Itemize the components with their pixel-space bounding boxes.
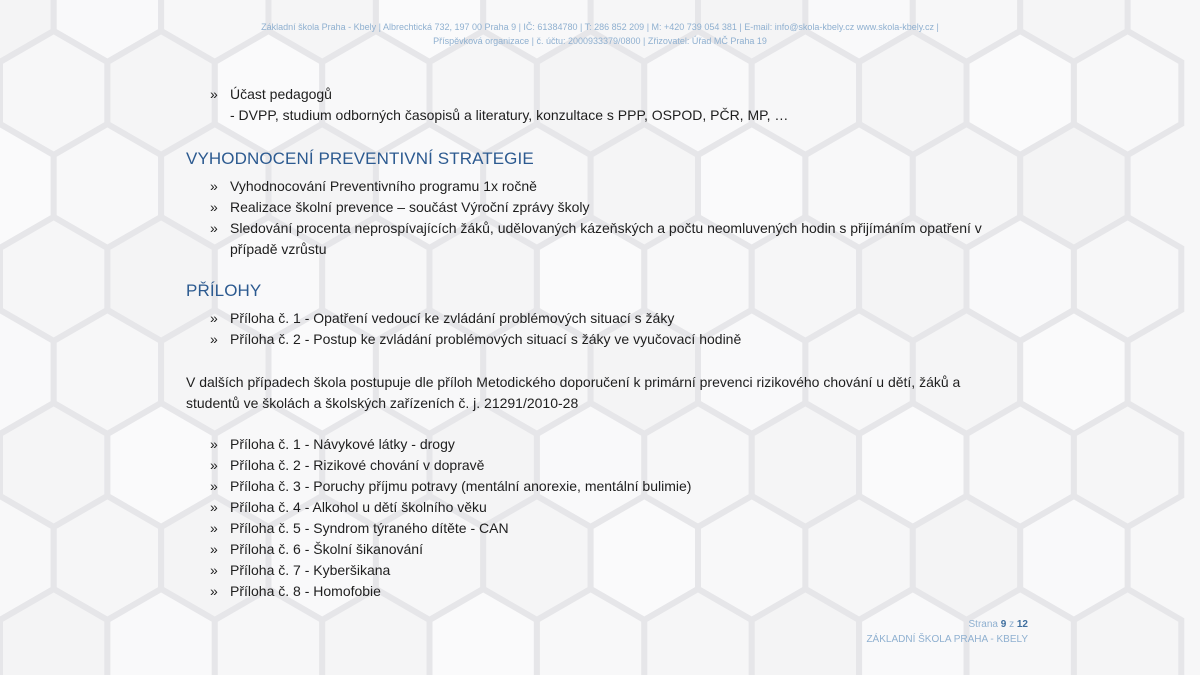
list-item-text: Příloha č. 1 - Návykové látky - drogy <box>230 436 455 452</box>
page-total: 12 <box>1016 619 1028 630</box>
list-item-text: Příloha č. 4 - Alkohol u dětí školního věku <box>230 499 487 515</box>
bullet-chevron-icon: » <box>210 583 218 599</box>
page-footer <box>866 617 1028 647</box>
letterhead-line-2: Příspěvková organizace | č. účtu: 2000933379/0800 | Zřizovatel: Úřad MČ Praha 19 <box>433 36 767 46</box>
bullet-chevron-icon: » <box>210 178 218 194</box>
list-item <box>186 176 1016 197</box>
list-item-text: Příloha č. 7 - Kyberšikana <box>230 562 391 578</box>
methodology-attachments-list <box>186 434 1016 602</box>
bullet-chevron-icon: » <box>210 541 218 557</box>
list-item <box>186 308 1016 329</box>
list-item-text: Příloha č. 1 - Opatření vedoucí ke zvládání problémových situací s žáky <box>230 310 675 326</box>
list-item-text: Příloha č. 3 - Poruchy příjmu potravy (mentální anorexie, mentální bulimie) <box>230 478 692 494</box>
list-item-text: Realizace školní prevence – součást Výroční zprávy školy <box>230 199 590 215</box>
bullet-chevron-icon: » <box>210 478 218 494</box>
list-item <box>186 476 1016 497</box>
section-heading-attachments: PŘÍLOHY <box>186 281 262 300</box>
list-item <box>186 329 1016 350</box>
list-item <box>186 581 1016 602</box>
list-item <box>186 218 1016 260</box>
page-of: z <box>1009 619 1015 630</box>
page-current: 9 <box>1000 619 1007 630</box>
bullet-chevron-icon: » <box>210 499 218 515</box>
list-item-text: Sledování procenta neprospívajících žáků, udělovaných kázeňských a počtu neomluvených hodin s přijímáním opatření v případě vzrůstu <box>230 220 982 257</box>
footer-school-name: ZÁKLADNÍ ŠKOLA PRAHA - KBELY <box>866 634 1028 645</box>
list-item <box>186 560 1016 581</box>
bullet-chevron-icon: » <box>210 457 218 473</box>
list-item <box>186 455 1016 476</box>
methodology-paragraph: V dalších případech škola postupuje dle příloh Metodického doporučení k primární prevenci rizikového chování u dětí, žáků a studentů ve školách a školských zařízeních č. j. 21291/2010-28 <box>186 374 961 411</box>
list-item-text: Účast pedagogů <box>230 86 332 102</box>
bullet-chevron-icon: » <box>210 199 218 215</box>
letterhead <box>0 20 1200 48</box>
evaluation-list <box>186 176 1016 260</box>
list-item <box>186 539 1016 560</box>
bullet-chevron-icon: » <box>210 562 218 578</box>
bullet-chevron-icon: » <box>210 331 218 347</box>
list-item <box>186 518 1016 539</box>
list-item-text: Příloha č. 2 - Postup ke zvládání problémových situací s žáky ve vyučovací hodině <box>230 331 742 347</box>
page-number <box>866 617 1028 632</box>
letterhead-line-1: Základní škola Praha - Kbely | Albrechtická 732, 197 00 Praha 9 | IČ: 61384780 | T: 286 852 209 | M: +420 739 054 381 | E-mail: info@skola-kbely.cz www.skola-kbely.cz | <box>261 22 939 32</box>
list-item <box>186 84 1016 105</box>
list-item-text: Vyhodnocování Preventivního programu 1x ročně <box>230 178 537 194</box>
list-item <box>186 197 1016 218</box>
list-item <box>186 497 1016 518</box>
section-heading-evaluation: VYHODNOCENÍ PREVENTIVNÍ STRATEGIE <box>186 149 534 168</box>
bullet-chevron-icon: » <box>210 86 218 102</box>
list-item <box>186 434 1016 455</box>
intro-list <box>186 84 1016 105</box>
intro-subline: - DVPP, studium odborných časopisů a literatury, konzultace s PPP, OSPOD, PČR, MP, … <box>230 107 789 123</box>
bullet-chevron-icon: » <box>210 520 218 536</box>
bullet-chevron-icon: » <box>210 220 218 236</box>
list-item-text: Příloha č. 8 - Homofobie <box>230 583 381 599</box>
bullet-chevron-icon: » <box>210 310 218 326</box>
page-word: Strana <box>968 619 998 630</box>
bullet-chevron-icon: » <box>210 436 218 452</box>
list-item-text: Příloha č. 5 - Syndrom týraného dítěte - CAN <box>230 520 509 536</box>
list-item-text: Příloha č. 6 - Školní šikanování <box>230 541 423 557</box>
list-item-text: Příloha č. 2 - Rizikové chování v dopravě <box>230 457 485 473</box>
attachments-list <box>186 308 1016 350</box>
document-body <box>186 84 1016 602</box>
